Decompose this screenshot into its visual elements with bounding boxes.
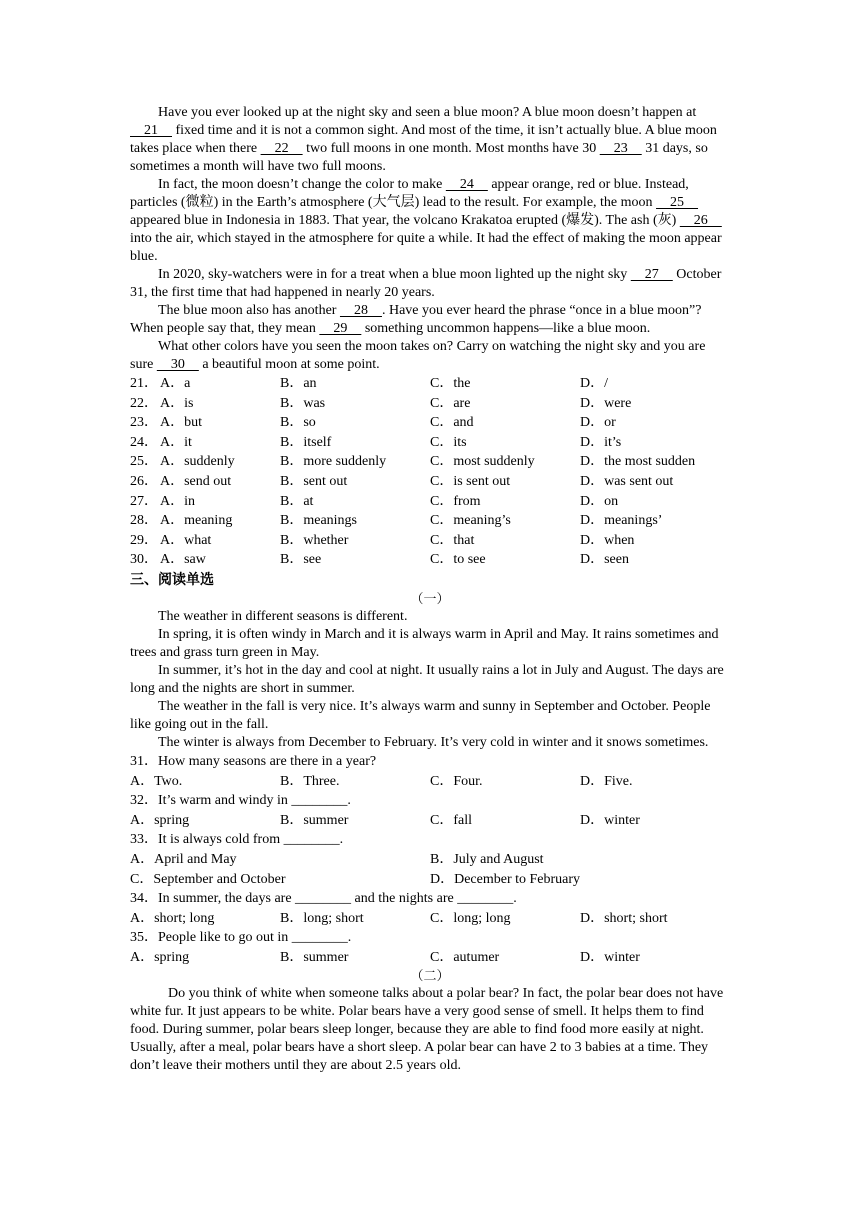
cloze-blank: 23 bbox=[599, 141, 642, 156]
option-a: A．it bbox=[160, 434, 192, 450]
question-stem: 33．It is always cold from ________. bbox=[130, 832, 344, 848]
question-row bbox=[130, 452, 730, 472]
option-b: B．whether bbox=[280, 532, 349, 548]
option-a: A．suddenly bbox=[160, 454, 235, 470]
option-c: C．to see bbox=[430, 552, 486, 568]
option-d: D．when bbox=[580, 532, 635, 548]
option-d: D．seen bbox=[580, 552, 629, 568]
option-row bbox=[130, 909, 730, 929]
reading-paragraph: In summer, it’s hot in the day and cool at night. It usually rains a lot in July and August. The days are long and the nights are short in summer. bbox=[130, 662, 724, 696]
option-row bbox=[130, 870, 730, 890]
option-b: B．summer bbox=[280, 949, 349, 965]
question-row bbox=[130, 531, 730, 551]
option-c: C．and bbox=[430, 415, 474, 431]
question-row bbox=[130, 433, 730, 453]
option-a: A．saw bbox=[160, 552, 206, 568]
cloze-paragraph: The blue moon also has another 28 . Have you ever heard the phrase “once in a blue moon”? When people say that, they mean 29 something uncommon happens—like a blue moon. bbox=[130, 303, 702, 336]
question-stem: 35．People like to go out in ________. bbox=[130, 930, 352, 946]
option-d: D．/ bbox=[580, 376, 608, 391]
cloze-blank: 26 bbox=[679, 213, 722, 228]
option-d: D．winter bbox=[580, 812, 640, 828]
cloze-blank: 27 bbox=[630, 267, 673, 282]
option-c: C．meaning’s bbox=[430, 513, 511, 529]
reading-paragraph: The winter is always from December to February. It’s very cold in winter and it snows sometimes. bbox=[158, 734, 709, 750]
question-number: 26． bbox=[130, 473, 158, 489]
question-row bbox=[130, 511, 730, 531]
option-d: D．on bbox=[580, 493, 619, 509]
exam-page bbox=[130, 104, 730, 1075]
option-d: D．meanings’ bbox=[580, 513, 663, 529]
cloze-blank: 30 bbox=[156, 357, 199, 372]
section-title: 三、阅读单选 bbox=[130, 571, 214, 588]
option-d: D．December to February bbox=[430, 871, 581, 887]
option-c: C．fall bbox=[430, 812, 472, 828]
cloze-paragraph: Have you ever looked up at the night sky and seen a blue moon? A blue moon doesn’t happen at 21 fixed time and it is not a common sight. And most of the time, it isn’t actually blue. A blue moon takes place when there 22 two full moons in one month. Most months have 30 23 31 days, so sometimes a month will have two full moons. bbox=[130, 105, 717, 174]
option-b: B．so bbox=[280, 415, 316, 431]
option-a: A．a bbox=[160, 376, 191, 391]
option-a: A．spring bbox=[130, 949, 190, 965]
reading-paragraph: Do you think of white when someone talks about a polar bear? In fact, the polar bear does not have white fur. It just appears to be white. Polar bears have a very good sense of smell. It helps them to find food. During summer, polar bears sleep longer, because they are able to find food more easily at night. Usually, after a meal, polar bears have a short sleep. A polar bear can have 2 to 3 babies at a time. They don’t leave their mothers until they are about 2.5 years old. bbox=[130, 986, 724, 1074]
option-c: C．is sent out bbox=[430, 473, 511, 489]
option-d: D．Five. bbox=[580, 773, 633, 789]
question-row bbox=[130, 492, 730, 512]
question-number: 23． bbox=[130, 415, 158, 431]
option-b: B．long; short bbox=[280, 910, 364, 926]
option-b: B．itself bbox=[280, 434, 332, 450]
passage-subtitle: （一） bbox=[410, 590, 450, 606]
option-b: B．see bbox=[280, 552, 322, 568]
question-stem: 31．How many seasons are there in a year? bbox=[130, 753, 377, 769]
option-c: C．its bbox=[430, 434, 467, 450]
reading-paragraph: The weather in the fall is very nice. It’s always warm and sunny in September and October. People like going out in the fall. bbox=[130, 698, 711, 732]
question-number: 24． bbox=[130, 434, 158, 450]
question-number: 27． bbox=[130, 493, 158, 509]
question-number: 25． bbox=[130, 454, 158, 470]
option-a: A．Two. bbox=[130, 773, 183, 789]
option-d: D．was sent out bbox=[580, 473, 674, 489]
cloze-blank: 22 bbox=[260, 141, 303, 156]
option-b: B．July and August bbox=[430, 851, 544, 867]
reading-paragraph: In spring, it is often windy in March and it is always warm in April and May. It rains sometimes and trees and grass turn green in May. bbox=[130, 626, 719, 660]
question-number: 22． bbox=[130, 395, 158, 411]
question-row bbox=[130, 374, 730, 394]
option-d: D．the most sudden bbox=[580, 454, 696, 470]
option-c: C．autumer bbox=[430, 949, 500, 965]
question-number: 30． bbox=[130, 552, 158, 568]
cloze-passage bbox=[130, 104, 730, 374]
option-b: B．was bbox=[280, 395, 326, 411]
cloze-paragraph: In fact, the moon doesn’t change the color to make 24 appear orange, red or blue. Instead, particles (微粒) in the Earth’s atmosphere (大气层) lead to the result. For example, the moon 25 appeared blue in Indonesia in 1883. That year, the volcano Krakatoa erupted (爆发). The ash (灰) 26 into the air, which stayed in the atmosphere for quite a while. It had the effect of making the moon appear blue. bbox=[130, 177, 722, 264]
option-b: B．sent out bbox=[280, 473, 348, 489]
option-a: A．short; long bbox=[130, 910, 215, 926]
option-c: C．most suddenly bbox=[430, 454, 535, 470]
cloze-blank: 25 bbox=[656, 195, 699, 210]
cloze-blank: 24 bbox=[445, 177, 488, 192]
option-c: C．from bbox=[430, 493, 481, 509]
question-row bbox=[130, 394, 730, 414]
cloze-blank: 28 bbox=[339, 303, 382, 318]
cloze-paragraph: What other colors have you seen the moon takes on? Carry on watching the night sky and you are sure 30 a beautiful moon at some point. bbox=[130, 339, 706, 372]
option-b: B．an bbox=[280, 376, 317, 391]
option-c: C．September and October bbox=[130, 871, 286, 887]
option-d: D．winter bbox=[580, 949, 640, 965]
option-b: B．summer bbox=[280, 812, 349, 828]
question-stem: 32．It’s warm and windy in ________. bbox=[130, 793, 351, 809]
option-d: D．or bbox=[580, 415, 616, 431]
option-d: D．short; short bbox=[580, 910, 668, 926]
cloze-blank: 29 bbox=[319, 321, 362, 336]
option-a: A．April and May bbox=[130, 851, 237, 867]
option-c: C．are bbox=[430, 395, 471, 411]
question-number: 28． bbox=[130, 513, 158, 529]
option-c: C．that bbox=[430, 532, 475, 548]
option-a: A．is bbox=[160, 395, 194, 411]
question-row bbox=[130, 413, 730, 433]
question-stem: 34．In summer, the days are ________ and the nights are ________. bbox=[130, 891, 517, 907]
option-a: A．send out bbox=[160, 473, 232, 489]
option-d: D．were bbox=[580, 395, 632, 411]
option-c: C．long; long bbox=[430, 910, 511, 926]
option-b: B．meanings bbox=[280, 513, 357, 529]
option-a: A．what bbox=[160, 532, 212, 548]
option-row bbox=[130, 772, 730, 792]
option-d: D．it’s bbox=[580, 434, 622, 450]
question-row bbox=[130, 472, 730, 492]
question-number: 21． bbox=[130, 376, 158, 391]
question-number: 29． bbox=[130, 532, 158, 548]
option-row bbox=[130, 948, 730, 968]
option-row bbox=[130, 811, 730, 831]
option-b: B．more suddenly bbox=[280, 454, 387, 470]
cloze-paragraph: In 2020, sky-watchers were in for a treat when a blue moon lighted up the night sky 27 October 31, the first time that had happened in nearly 20 years. bbox=[130, 267, 722, 300]
option-b: B．Three. bbox=[280, 773, 340, 789]
option-c: C．the bbox=[430, 376, 471, 391]
option-a: A．spring bbox=[130, 812, 190, 828]
passage-subtitle: （二） bbox=[410, 968, 450, 984]
option-row bbox=[130, 850, 730, 870]
cloze-blank: 21 bbox=[130, 123, 172, 138]
option-a: A．meaning bbox=[160, 513, 233, 529]
option-c: C．Four. bbox=[430, 773, 483, 789]
option-b: B．at bbox=[280, 493, 314, 509]
option-a: A．in bbox=[160, 493, 195, 509]
question-row bbox=[130, 550, 730, 570]
option-a: A．but bbox=[160, 415, 202, 431]
cloze-options bbox=[130, 374, 730, 570]
reading-paragraph: The weather in different seasons is different. bbox=[158, 608, 408, 624]
